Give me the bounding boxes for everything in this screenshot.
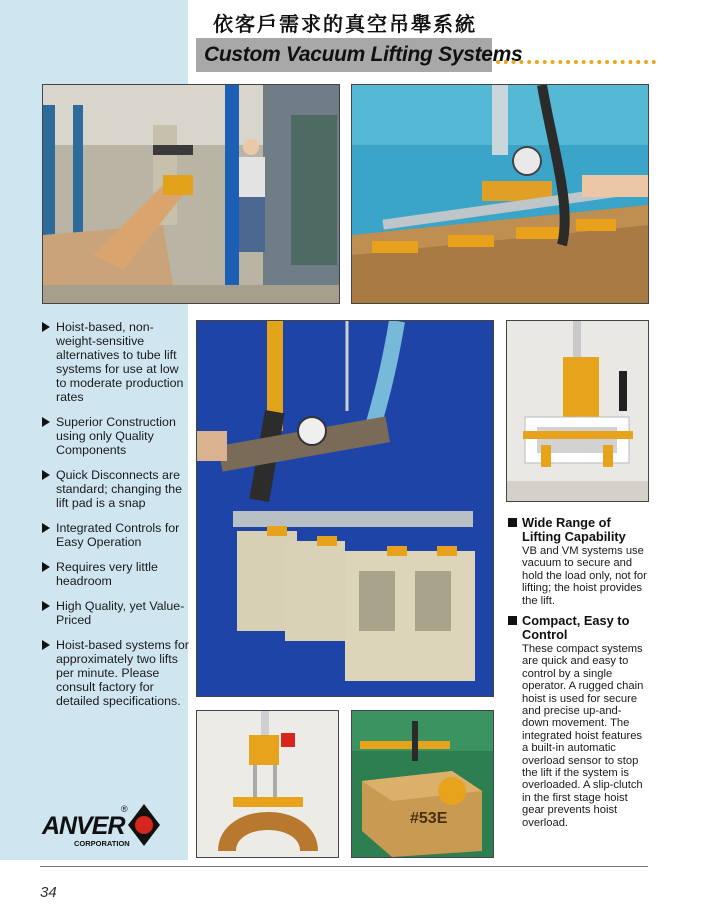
feature-item: Hoist-based, non-weight-sensitive alternatives to tube lift systems for use at low to moderate production rates [40, 320, 190, 404]
block-body: These compact systems are quick and easy to control by a single operator. A rugged chain hoist is used for secure and precise up-and-down movement. The integrated hoist features a built-in automatic overload sensor to stop the lift if the system is overloaded. A slip-clutch in the first stage hoist gear prevents hoist overload. [522, 643, 644, 829]
feature-list [40, 320, 190, 719]
chinese-title: 依客戶需求的真空吊舉系統 [213, 12, 477, 36]
feature-item: High Quality, yet Value-Priced [40, 599, 190, 627]
photo-block-lifter [196, 320, 494, 697]
photo-pipe-lifter [196, 710, 339, 858]
block-body: VB and VM systems use vacuum to secure and hold the load only, not for lifting; the hoist provides the lift. [522, 545, 647, 607]
feature-item: Integrated Controls for Easy Operation [40, 521, 190, 549]
feature-item: Hoist-based systems for approximately two lifts per minute. Please consult factory for detailed specifications. [40, 638, 190, 708]
feature-item: Superior Construction using only Quality Components [40, 415, 190, 457]
photo-warehouse-operator [42, 84, 340, 304]
photo-box-lifter [351, 710, 494, 858]
logo-registered-mark: ® [121, 804, 128, 814]
block-heading: Wide Range of Lifting Capability [508, 516, 648, 544]
title-banner [196, 38, 523, 72]
box-label: #53E [410, 810, 448, 827]
photo-vacuum-lifter-box [351, 84, 649, 304]
anver-logo [40, 798, 160, 854]
logo-subtitle: CORPORATION [74, 839, 130, 848]
feature-item: Quick Disconnects are standard; changing the lift pad is a snap [40, 468, 190, 510]
photo-panel-lifter [506, 320, 649, 502]
dotted-rule [496, 60, 656, 68]
page-title: Custom Vacuum Lifting Systems [204, 43, 523, 66]
footer-rule [40, 866, 648, 867]
logo-wordmark: ANVER [42, 812, 125, 840]
block-compact-control [508, 614, 648, 829]
page-number: 34 [40, 884, 57, 901]
block-heading: Compact, Easy to Control [508, 614, 648, 642]
block-lifting-capability [508, 516, 648, 607]
feature-item: Requires very little headroom [40, 560, 190, 588]
